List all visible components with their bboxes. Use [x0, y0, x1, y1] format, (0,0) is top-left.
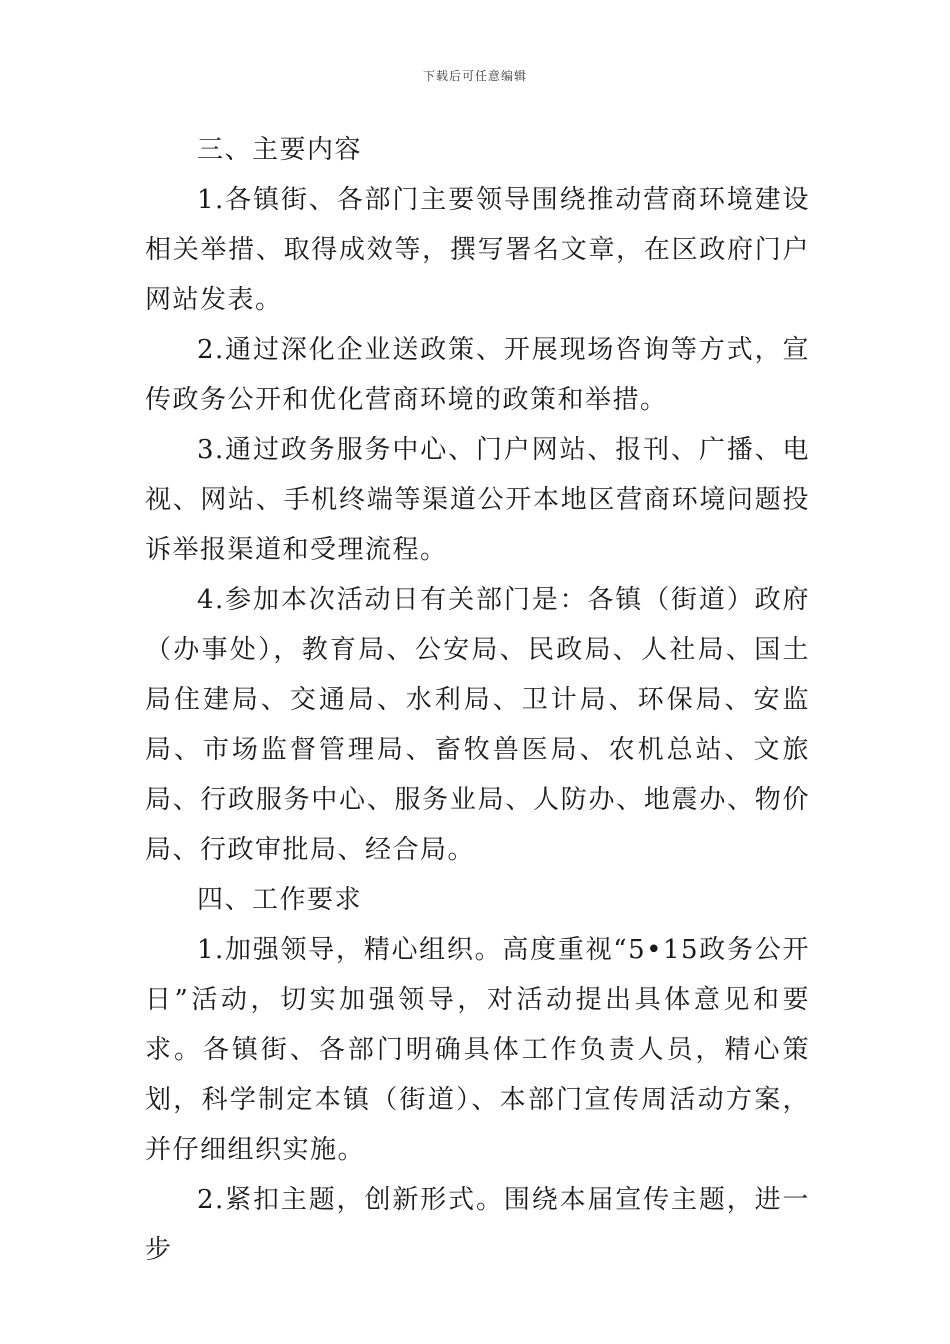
paragraph-requirement-2: 2.紧扣主题，创新形式。围绕本届宣传主题，进一步 — [145, 1185, 810, 1265]
paragraph-item-1: 1.各镇街、各部门主要领导围绕推动营商环境建设相关举措、取得成效等，撰写署名文章，在区政府门户网站发表。 — [145, 185, 810, 315]
paragraph-item-4: 4.参加本次活动日有关部门是：各镇（街道）政府（办事处），教育局、公安局、民政局、人社局、国土局住建局、交通局、水利局、卫计局、环保局、安监局、市场监督管理局、畜牧兽医局、农机总站、文旅局、行政服务中心、服务业局、人防办、地震办、物价局、行政审批局、经合局。 — [145, 585, 810, 865]
section-heading-main-content: 三、主要内容 — [197, 135, 363, 165]
paragraph-requirement-1: 1.加强领导，精心组织。高度重视“5•15政务公开日”活动，切实加强领导，对活动提出具体意见和要求。各镇街、各部门明确具体工作负责人员，精心策划，科学制定本镇（街道）、本部门宣传周活动方案，并仔细组织实施。 — [145, 935, 810, 1165]
page-header: 下载后可任意编辑 — [422, 69, 527, 83]
paragraph-item-3: 3.通过政务服务中心、门户网站、报刊、广播、电视、网站、手机终端等渠道公开本地区营商环境问题投诉举报渠道和受理流程。 — [145, 435, 810, 565]
paragraph-item-2: 2.通过深化企业送政策、开展现场咨询等方式，宣传政务公开和优化营商环境的政策和举措。 — [145, 335, 810, 415]
document-body — [145, 125, 810, 1275]
section-heading-work-requirements: 四、工作要求 — [197, 885, 363, 915]
